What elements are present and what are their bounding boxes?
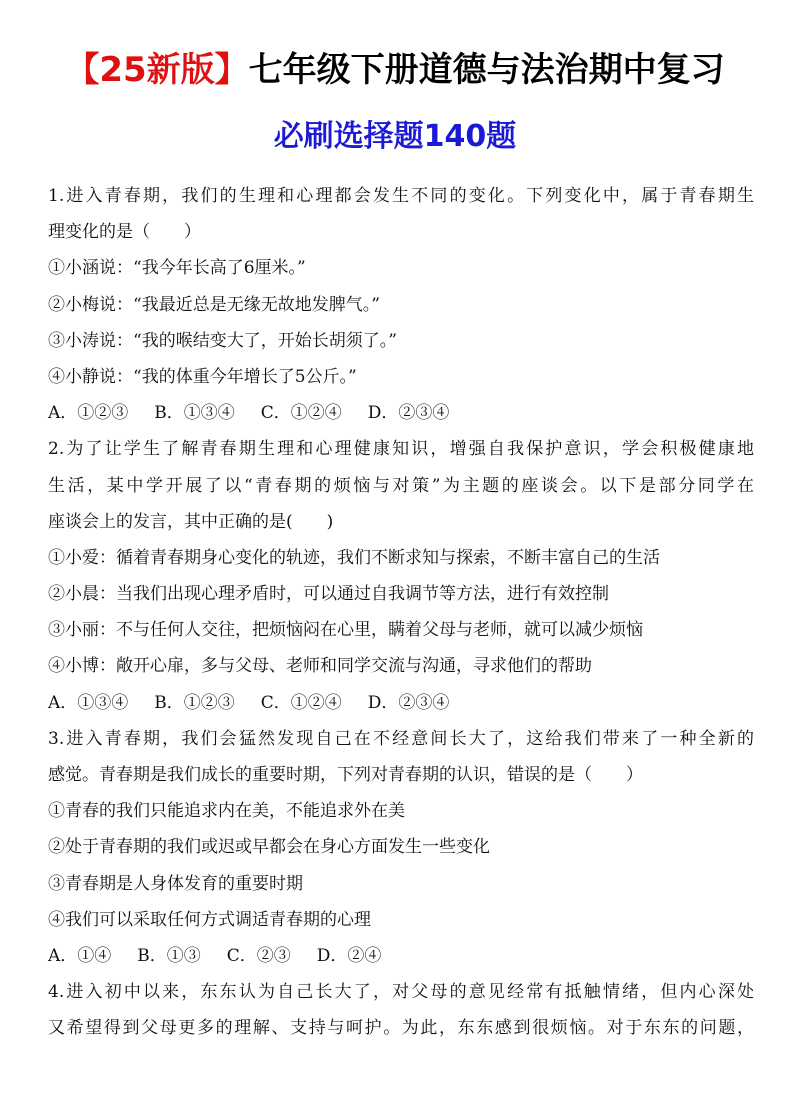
answer-options	[48, 395, 754, 431]
question-stem-line: 3.进入青春期，我们会猛然发现自己在不经意间长大了，这给我们带来了一种全新的	[48, 728, 754, 749]
option-b: B．①②③	[154, 692, 235, 713]
question-3	[48, 721, 754, 974]
question-stem-line: 理变化的是（ ）	[48, 222, 201, 243]
option-c: C．①②④	[260, 403, 342, 424]
question-list	[48, 178, 754, 1047]
statement-item: ③青春期是人身体发育的重要时期	[48, 873, 303, 894]
question-stem-line: 2.为了让学生了解青春期生理和心理健康知识，增强自我保护意识，学会积极健康地	[48, 439, 754, 460]
question-4	[48, 974, 754, 1046]
statement-item: ④我们可以采取任何方式调适青春期的心理	[48, 909, 371, 930]
option-c: C．①②④	[260, 692, 342, 713]
statement-item: ④小静说：“我的体重今年增长了5公斤。”	[48, 366, 357, 387]
statement-item: ①小爱：循着青春期身心变化的轨迹，我们不断求知与探索，不断丰富自己的生活	[48, 547, 660, 568]
question-2	[48, 431, 754, 721]
statement-item: ①青春的我们只能追求内在美，不能追求外在美	[48, 801, 405, 822]
page-subtitle: 必刷选择题140题	[273, 119, 517, 154]
question-stem-line: 座谈会上的发言，其中正确的是( )	[48, 511, 334, 532]
question-1	[48, 178, 754, 431]
statement-item: ②小梅说：“我最近总是无缘无故地发脾气。”	[48, 294, 380, 315]
statement-item: ②处于青春期的我们或迟或早都会在身心方面发生一些变化	[48, 837, 490, 858]
option-d: D．②④	[316, 945, 382, 966]
option-d: D．②③④	[367, 692, 450, 713]
statement-item: ②小晨：当我们出现心理矛盾时，可以通过自我调节等方法，进行有效控制	[48, 584, 609, 605]
option-c: C．②③	[226, 945, 291, 966]
option-a: A．①③④	[48, 692, 129, 713]
statement-item: ④小博：敞开心扉，多与父母、老师和同学交流与沟通，寻求他们的帮助	[48, 656, 592, 677]
option-b: B．①③	[137, 945, 201, 966]
statement-item: ③小涛说：“我的喉结变大了，开始长胡须了。”	[48, 330, 397, 351]
option-d: D．②③④	[367, 403, 450, 424]
page-title	[0, 44, 790, 96]
option-a: A．①②③	[48, 403, 129, 424]
question-stem-line: 又希望得到父母更多的理解、支持与呵护。为此，东东感到很烦恼。对于东东的问题，	[48, 1018, 754, 1039]
statement-item: ①小涵说：“我今年长高了6厘米。”	[48, 258, 306, 279]
question-stem-line: 生活，某中学开展了以“青春期的烦恼与对策”为主题的座谈会。以下是部分同学在	[48, 475, 754, 496]
question-stem-line: 4.进入初中以来，东东认为自己长大了，对父母的意见经常有抵触情绪，但内心深处	[48, 982, 754, 1003]
edition-tag: 【25新版】	[65, 50, 249, 90]
option-b: B．①③④	[154, 403, 235, 424]
option-a: A．①④	[48, 945, 112, 966]
statement-item: ③小丽：不与任何人交往，把烦恼闷在心里，瞒着父母与老师，就可以减少烦恼	[48, 620, 643, 641]
answer-options	[48, 685, 754, 721]
question-stem-line: 1.进入青春期，我们的生理和心理都会发生不同的变化。下列变化中，属于青春期生	[48, 186, 754, 206]
answer-options	[48, 938, 754, 974]
main-title: 七年级下册道德与法治期中复习	[248, 50, 725, 90]
question-stem-line: 感觉。青春期是我们成长的重要时期，下列对青春期的认识，错误的是（ ）	[48, 765, 643, 785]
